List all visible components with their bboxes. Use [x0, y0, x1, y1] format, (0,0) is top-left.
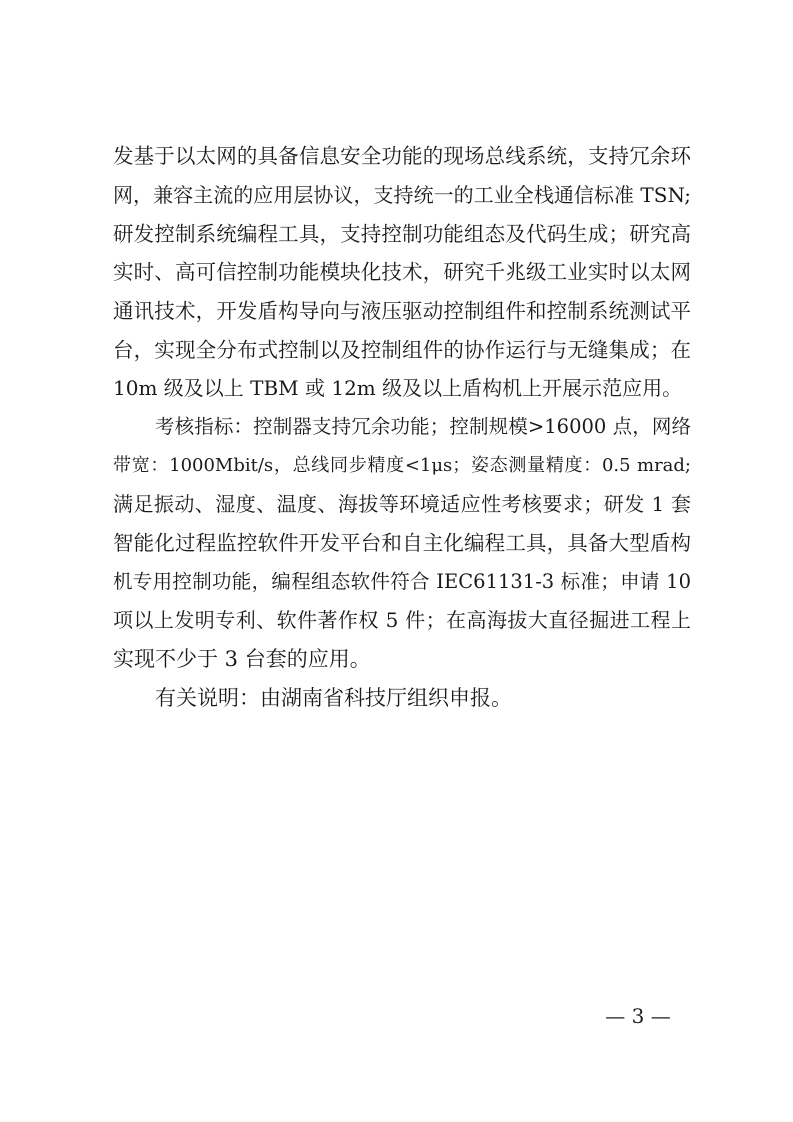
paragraph-2-line-1: 考核指标：控制器支持冗余功能；控制规模>16000 点，网络 — [155, 415, 691, 438]
paragraph-1-line-2: 网，兼容主流的应用层协议，支持统一的工业全栈通信标准 TSN; — [113, 183, 691, 207]
paragraph-2-line-4: 智能化过程监控软件开发平台和自主化编程工具，具备大型盾构 — [113, 531, 691, 555]
paragraph-2-line-6: 项以上发明专利、软件著作权 5 件；在高海拔大直径掘进工程上 — [113, 608, 691, 632]
paragraph-1-line-7: 10m 级及以上 TBM 或 12m 级及以上盾构机上开展示范应用。 — [113, 376, 683, 400]
paragraph-1-line-1: 发基于以太网的具备信息安全功能的现场总线系统，支持冗余环 — [113, 144, 691, 168]
paragraph-1-line-4: 实时、高可信控制功能模块化技术，研究千兆级工业实时以太网 — [113, 260, 691, 284]
paragraph-2-line-7: 实现不少于 3 台套的应用。 — [113, 647, 371, 671]
paragraph-2-line-2: 带宽：1000Mbit/s，总线同步精度<1μs；姿态测量精度：0.5 mrad; — [113, 455, 691, 476]
paragraph-3-line-1: 有关说明：由湖南省科技厅组织申报。 — [155, 686, 512, 710]
paragraph-1-line-6: 台，实现全分布式控制以及控制组件的协作运行与无缝集成；在 — [113, 338, 691, 362]
paragraph-2-line-5: 机专用控制功能，编程组态软件符合 IEC61131-3 标准；申请 10 — [113, 570, 691, 593]
paragraph-2-line-3: 满足振动、湿度、温度、海拔等环境适应性考核要求；研发 1 套 — [113, 492, 691, 516]
page-number: — 3 — — [605, 1004, 671, 1028]
paragraph-1-line-3: 研发控制系统编程工具，支持控制功能组态及代码生成；研究高 — [113, 222, 691, 246]
paragraph-1-line-5: 通讯技术，开发盾构导向与液压驱动控制组件和控制系统测试平 — [113, 299, 691, 323]
